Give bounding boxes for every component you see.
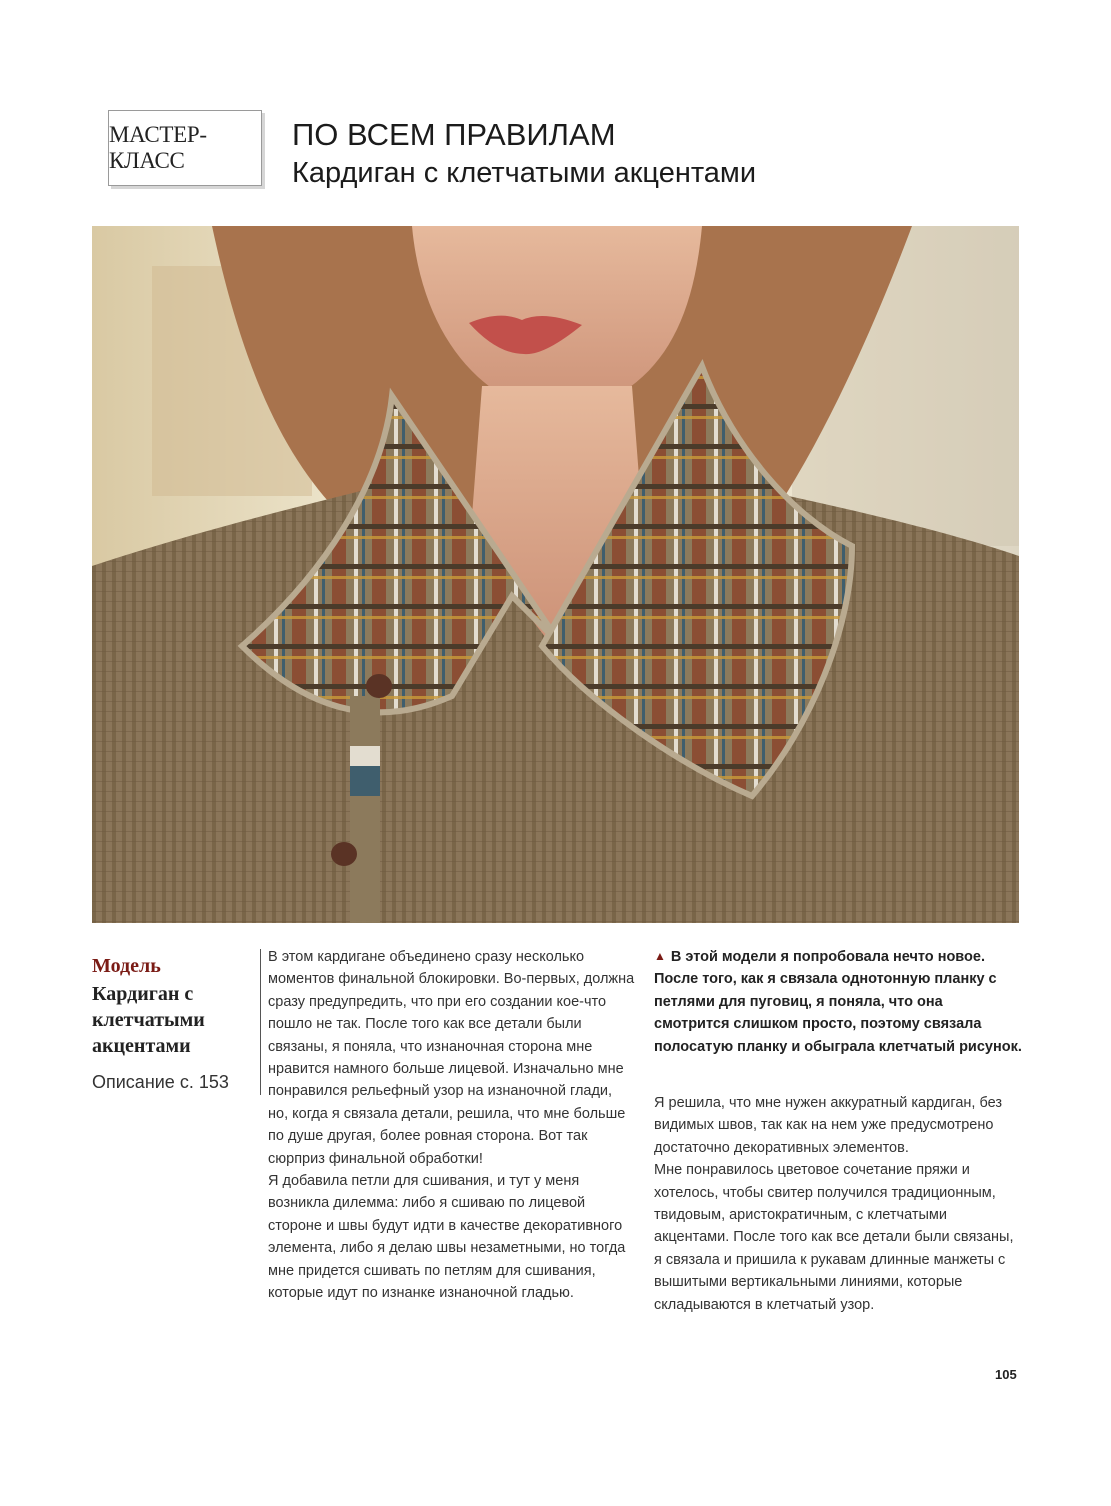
page-number: 105 [995,1367,1017,1382]
model-description-ref: Описание с. 153 [92,1072,229,1092]
column-divider [260,949,261,1095]
paragraph: Я решила, что мне нужен аккуратный кардиган, без видимых швов, так как на нем уже предусмотрено достаточно декоративных элементов. [654,1095,1003,1156]
model-label: Модель [92,955,161,977]
article-title: ПО ВСЕМ ПРАВИЛАМ [292,117,616,152]
model-info [92,953,252,1095]
model-name: Кардиган с клетчатыми акцентами [92,983,205,1057]
caption-triangle-icon: ▲ [654,949,666,963]
section-badge [108,110,262,186]
body-column-left [268,946,636,1305]
paragraph: Мне понравилось цветовое сочетание пряжи и хотелось, чтобы свитер получился традиционным, твидовым, аристократичным, с клетчатыми акцентами. После того как все детали были связаны, я связала и пришила к рукавам длинные манжеты с вышитыми вертикальными линиями, которые складываются в клетчатый узор. [654,1162,1014,1313]
body-column-right [654,946,1022,1316]
article-subtitle: Кардиган с клетчатыми акцентами [292,157,757,189]
section-badge-label: МАСТЕР-КЛАСС [109,122,207,173]
caption-text: В этой модели я попробовала нечто новое. После того, как я связала однотонную планку с петлями для пуговиц, я поняла, что она смотрится слишком просто, поэтому связала полосатую планку и обыграла клетчатый рисунок. [654,949,1022,1055]
article-title-block [292,115,756,191]
photo-caption [654,946,1022,1058]
paragraph: В этом кардигане объединено сразу несколько моментов финальной блокировки. Во-первых, должна сразу предупредить, что при его создании кое-что пошло не так. После того как все детали были связаны, я поняла, что изнаночная сторона мне нравится намного больше лицевой. Изначально мне понравился рельефный узор на изнаночной глади, но, когда я связала детали, решила, что мне больше по душе другая, более ровная сторона. Вот так сюрприз финальной обработки! [268,949,635,1167]
paragraph: Я добавила петли для сшивания, и тут у меня возникла дилемма: либо я сшиваю по лицевой стороне и швы будут идти в качестве декоративного элемента, либо я делаю швы незаметными, но тогда мне придется сшивать по петлям для сшивания, которые идут по изнанке изнаночной гладью. [268,1173,626,1302]
cardigan-photo [92,226,1019,923]
